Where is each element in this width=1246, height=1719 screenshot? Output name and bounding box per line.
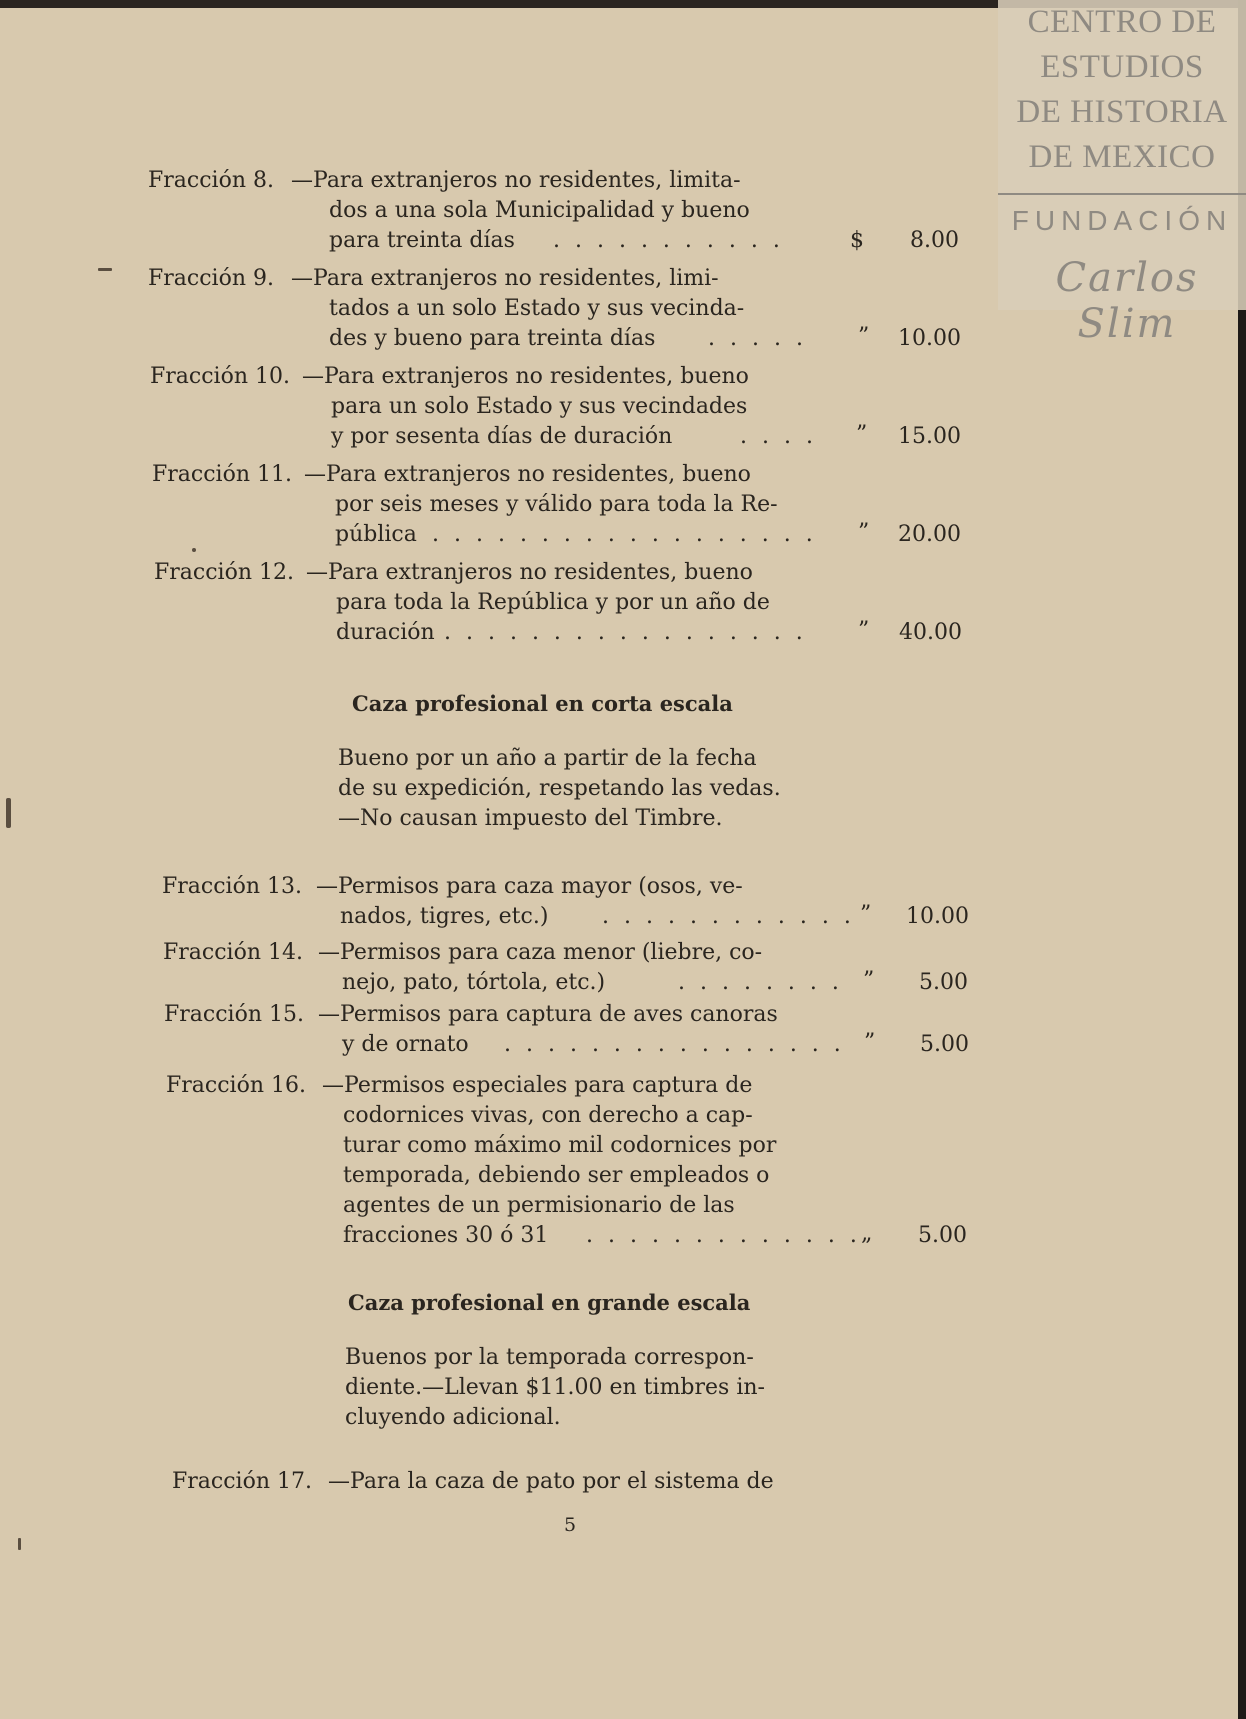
ditto-mark: ” <box>860 902 872 927</box>
paper-speck <box>6 798 11 828</box>
entry-text: —Para extranjeros no residentes, bueno <box>302 364 749 389</box>
entry-text: —Para extranjeros no residentes, limi- <box>291 266 719 291</box>
watermark-foundation: FUNDACIÓN <box>1011 205 1233 236</box>
entry-text: des y bueno para treinta días <box>329 326 656 351</box>
paragraph-line: cluyendo adicional. <box>345 1405 561 1430</box>
entry-text: —Para la caza de pato por el sistema de <box>328 1469 774 1494</box>
fraccion-label: Fracción 9. <box>148 266 274 291</box>
entry-text: por seis meses y válido para toda la Re- <box>335 492 778 517</box>
entry-text: —Permisos especiales para captura de <box>322 1073 753 1098</box>
paper-speck <box>98 268 112 271</box>
page-number: 5 <box>564 1514 577 1536</box>
amount: 5.00 <box>920 1032 969 1057</box>
leader-dots: . . . . . . . . . . . . . . . . . <box>444 620 807 645</box>
ditto-mark: ” <box>863 968 875 993</box>
paragraph-line: Bueno por un año a partir de la fecha <box>338 746 757 771</box>
archive-watermark <box>998 0 1246 347</box>
entry-text: para toda la República y por un año de <box>336 590 770 615</box>
paragraph-line: —No causan impuesto del Timbre. <box>338 806 723 831</box>
leader-dots: . . . . . <box>708 326 807 351</box>
ditto-mark: ” <box>858 520 870 545</box>
fraccion-label: Fracción 13. <box>162 874 302 899</box>
entry-text: tados a un solo Estado y sus vecinda- <box>329 296 745 321</box>
watermark-line: CENTRO DE <box>1027 4 1217 40</box>
watermark-signature: Carlos Slim <box>1055 255 1199 347</box>
entry-text: agentes de un permisionario de las <box>343 1193 735 1218</box>
watermark-divider <box>998 193 1246 195</box>
fraccion-label: Fracción 10. <box>150 364 290 389</box>
amount: 10.00 <box>906 904 969 929</box>
fraccion-label: Fracción 14. <box>163 940 303 965</box>
entry-text: nados, tigres, etc.) <box>340 904 549 929</box>
entry-text: y de ornato <box>342 1032 469 1057</box>
amount: 10.00 <box>898 326 961 351</box>
ditto-mark: ” <box>858 324 870 349</box>
ditto-mark: „ <box>861 1221 873 1246</box>
ditto-mark: ” <box>864 1030 876 1055</box>
paper-speck <box>192 548 196 552</box>
ditto-mark: ” <box>856 422 868 447</box>
fraccion-label: Fracción 15. <box>164 1002 304 1027</box>
ditto-mark: ” <box>858 618 870 643</box>
entry-text: duración <box>336 620 435 645</box>
leader-dots: . . . . . . . . . . . . <box>602 904 855 929</box>
paper-speck <box>18 1538 21 1550</box>
entry-text: dos a una sola Municipalidad y bueno <box>329 198 750 223</box>
paragraph-line: de su expedición, respetando las vedas. <box>338 776 781 801</box>
entry-text: —Para extranjeros no residentes, bueno <box>304 462 751 487</box>
entry-text: —Permisos para caza mayor (osos, ve- <box>316 874 743 899</box>
watermark-line: DE HISTORIA <box>1016 94 1228 130</box>
leader-dots: . . . . . . . . . . . . . . . . . . <box>432 522 817 547</box>
paragraph-line: Buenos por la temporada correspon- <box>345 1345 754 1370</box>
entry-text: nejo, pato, tórtola, etc.) <box>342 970 606 995</box>
section-heading: Caza profesional en corta escala <box>352 691 733 716</box>
paragraph-line: diente.—Llevan $11.00 en timbres in- <box>345 1375 765 1400</box>
amount: 20.00 <box>898 522 961 547</box>
entry-text: pública <box>335 522 417 547</box>
fraccion-label: Fracción 12. <box>154 560 294 585</box>
leader-dots: . . . . . . . . . . . . . <box>586 1223 861 1248</box>
entry-text: —Para extranjeros no residentes, bueno <box>306 560 753 585</box>
entry-text: —Permisos para captura de aves canoras <box>318 1002 778 1027</box>
currency-mark: $ <box>850 228 864 253</box>
entry-text: fracciones 30 ó 31 <box>343 1223 549 1248</box>
entry-text: —Para extranjeros no residentes, limita- <box>291 168 741 193</box>
entry-text: para un solo Estado y sus vecindades <box>331 394 748 419</box>
amount: 5.00 <box>918 1223 967 1248</box>
amount: 8.00 <box>910 228 959 253</box>
section-heading: Caza profesional en grande escala <box>348 1290 751 1315</box>
amount: 5.00 <box>919 970 968 995</box>
leader-dots: . . . . . . . . <box>678 970 843 995</box>
entry-text: para treinta días <box>329 228 515 253</box>
fraccion-label: Fracción 8. <box>148 168 274 193</box>
fraccion-label: Fracción 16. <box>166 1073 306 1098</box>
entry-text: turar como máximo mil codornices por <box>343 1133 777 1158</box>
fraccion-label: Fracción 17. <box>172 1469 312 1494</box>
entry-text: —Permisos para caza menor (liebre, co- <box>318 940 763 965</box>
leader-dots: . . . . <box>740 424 817 449</box>
fraccion-label: Fracción 11. <box>152 462 292 487</box>
watermark-line: DE MEXICO <box>1028 139 1216 175</box>
leader-dots: . . . . . . . . . . . <box>553 228 784 253</box>
amount: 40.00 <box>899 620 962 645</box>
entry-text: codornices vivas, con derecho a cap- <box>343 1103 753 1128</box>
entry-text: y por sesenta días de duración <box>331 424 673 449</box>
amount: 15.00 <box>898 424 961 449</box>
leader-dots: . . . . . . . . . . . . . . . . <box>504 1032 845 1057</box>
entry-text: temporada, debiendo ser empleados o <box>343 1163 770 1188</box>
watermark-line: ESTUDIOS <box>1040 49 1204 85</box>
